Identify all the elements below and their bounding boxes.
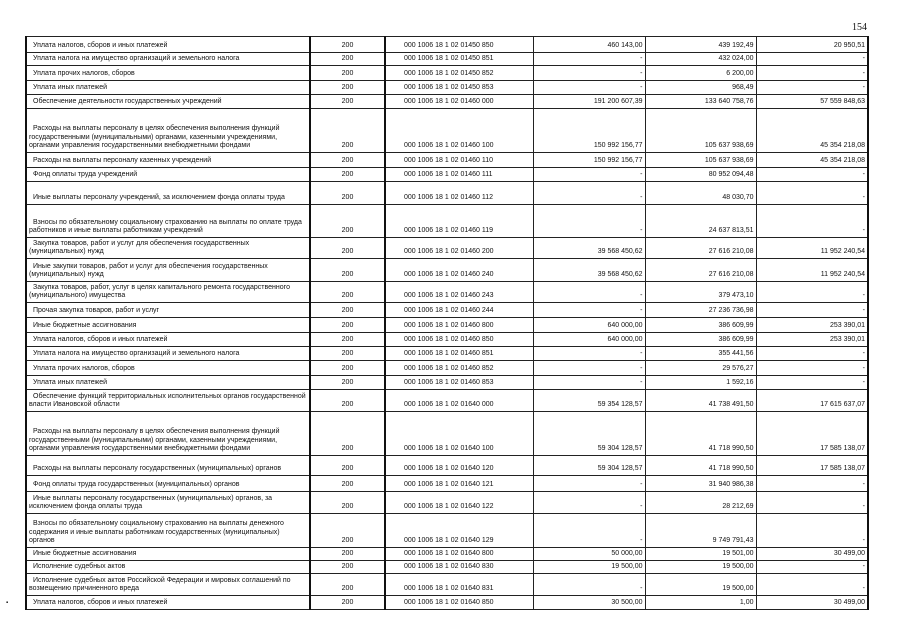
approved-amount: - [533,282,645,303]
table-row [26,303,868,318]
line-code: 200 [310,303,385,318]
row-description: Расходы на выплаты персоналу в целях обеспечения выполнения функций государственными (муниципальными) органами, казенными учреждениями, органами управления государственными внебюджетными фондами [26,109,310,153]
table-row [26,514,868,548]
line-code: 200 [310,333,385,347]
approved-amount: - [533,361,645,376]
row-description: Расходы на выплаты персоналу государственных (муниципальных) органов [26,456,310,476]
unexecuted-amount: - [756,53,868,66]
approved-amount: 59 354 128,57 [533,390,645,412]
table-row [26,153,868,168]
budget-classification-code: 000 1006 18 1 02 01460 852 [385,361,533,376]
approved-amount: - [533,514,645,548]
unexecuted-amount: - [756,303,868,318]
row-description: Взносы по обязательному социальному страхованию на выплаты по оплате труда работников и иные выплаты работникам учреждений [26,205,310,238]
executed-amount: 19 500,00 [645,574,756,596]
table-row [26,238,868,259]
approved-amount: 150 992 156,77 [533,153,645,168]
budget-classification-code: 000 1006 18 1 02 01460 200 [385,238,533,259]
executed-amount: 41 738 491,50 [645,390,756,412]
unexecuted-amount: 11 952 240,54 [756,238,868,259]
table-row [26,574,868,596]
line-code: 200 [310,492,385,514]
approved-amount: 19 500,00 [533,561,645,574]
executed-amount: 19 501,00 [645,548,756,561]
budget-classification-code: 000 1006 18 1 02 01460 851 [385,347,533,361]
executed-amount: 6 200,00 [645,66,756,81]
budget-classification-code: 000 1006 18 1 02 01460 110 [385,153,533,168]
row-description: Исполнение судебных актов [26,561,310,574]
row-description: Уплата прочих налогов, сборов [26,361,310,376]
row-description: Уплата налога на имущество организаций и земельного налога [26,347,310,361]
executed-amount: 968,49 [645,81,756,95]
executed-amount: 24 637 813,51 [645,205,756,238]
page-number: 154 [852,22,867,33]
table-row [26,37,868,53]
budget-classification-code: 000 1006 18 1 02 01640 000 [385,390,533,412]
table-row [26,53,868,66]
row-description: Закупка товаров, работ, услуг в целях капитального ремонта государственного (муниципального) имущества [26,282,310,303]
unexecuted-amount: - [756,182,868,205]
unexecuted-amount: - [756,347,868,361]
executed-amount: 439 192,49 [645,37,756,53]
row-description: Уплата иных платежей [26,376,310,390]
approved-amount: - [533,347,645,361]
row-description: Иные выплаты персоналу учреждений, за исключением фонда оплаты труда [26,182,310,205]
executed-amount: 31 940 986,38 [645,476,756,492]
line-code: 200 [310,514,385,548]
executed-amount: 386 609,99 [645,333,756,347]
table-row [26,81,868,95]
unexecuted-amount: - [756,282,868,303]
approved-amount: - [533,476,645,492]
row-description: Иные бюджетные ассигнования [26,548,310,561]
budget-classification-code: 000 1006 18 1 02 01460 112 [385,182,533,205]
row-description: Расходы на выплаты персоналу казенных учреждений [26,153,310,168]
approved-amount: 39 568 450,62 [533,238,645,259]
executed-amount: 48 030,70 [645,182,756,205]
budget-classification-code: 000 1006 18 1 02 01460 000 [385,95,533,109]
row-description: Взносы по обязательному социальному страхованию на выплаты денежного содержания и иные выплаты работникам государственных (муниципальных) органов [26,514,310,548]
unexecuted-amount: - [756,574,868,596]
unexecuted-amount: 30 499,00 [756,548,868,561]
table-row [26,561,868,574]
unexecuted-amount: - [756,476,868,492]
unexecuted-amount: 17 615 637,07 [756,390,868,412]
row-description: Уплата налогов, сборов и иных платежей [26,333,310,347]
row-description: Уплата налога на имущество организаций и земельного налога [26,53,310,66]
line-code: 200 [310,168,385,182]
table-row [26,456,868,476]
unexecuted-amount: 11 952 240,54 [756,259,868,282]
table-body [26,37,868,610]
budget-classification-code: 000 1006 18 1 02 01460 119 [385,205,533,238]
table-row [26,182,868,205]
approved-amount: - [533,492,645,514]
executed-amount: 80 952 094,48 [645,168,756,182]
executed-amount: 432 024,00 [645,53,756,66]
unexecuted-amount: 45 354 218,08 [756,109,868,153]
budget-classification-code: 000 1006 18 1 02 01460 853 [385,376,533,390]
line-code: 200 [310,412,385,456]
table-row [26,109,868,153]
table-row [26,476,868,492]
approved-amount: 640 000,00 [533,318,645,333]
unexecuted-amount: - [756,168,868,182]
line-code: 200 [310,205,385,238]
budget-classification-code: 000 1006 18 1 02 01460 850 [385,333,533,347]
line-code: 200 [310,259,385,282]
executed-amount: 27 616 210,08 [645,238,756,259]
unexecuted-amount: - [756,205,868,238]
line-code: 200 [310,476,385,492]
budget-classification-code: 000 1006 18 1 02 01460 240 [385,259,533,282]
table-row [26,95,868,109]
row-description: Обеспечение деятельности государственных учреждений [26,95,310,109]
unexecuted-amount: - [756,514,868,548]
executed-amount: 28 212,69 [645,492,756,514]
approved-amount: - [533,182,645,205]
approved-amount: - [533,303,645,318]
approved-amount: - [533,168,645,182]
row-description: Уплата прочих налогов, сборов [26,66,310,81]
executed-amount: 1 592,16 [645,376,756,390]
approved-amount: 191 200 607,39 [533,95,645,109]
row-description: Иные бюджетные ассигнования [26,318,310,333]
line-code: 200 [310,238,385,259]
table-row [26,333,868,347]
line-code: 200 [310,376,385,390]
row-description: Закупка товаров, работ и услуг для обеспечения государственных (муниципальных) нужд [26,238,310,259]
approved-amount: - [533,53,645,66]
executed-amount: 379 473,10 [645,282,756,303]
budget-classification-code: 000 1006 18 1 02 01640 831 [385,574,533,596]
budget-classification-code: 000 1006 18 1 02 01640 121 [385,476,533,492]
approved-amount: 30 500,00 [533,596,645,610]
budget-classification-code: 000 1006 18 1 02 01640 129 [385,514,533,548]
table-row [26,259,868,282]
approved-amount: 50 000,00 [533,548,645,561]
line-code: 200 [310,37,385,53]
budget-execution-table [25,36,869,610]
row-description: Уплата налогов, сборов и иных платежей [26,37,310,53]
unexecuted-amount: - [756,66,868,81]
line-code: 200 [310,318,385,333]
approved-amount: 39 568 450,62 [533,259,645,282]
line-code: 200 [310,182,385,205]
row-description: Исполнение судебных актов Российской Федерации и мировых соглашений по возмещению причиненного вреда [26,574,310,596]
executed-amount: 27 236 736,98 [645,303,756,318]
line-code: 200 [310,66,385,81]
table-row [26,361,868,376]
unexecuted-amount: - [756,376,868,390]
line-code: 200 [310,109,385,153]
approved-amount: 59 304 128,57 [533,412,645,456]
row-description: Прочая закупка товаров, работ и услуг [26,303,310,318]
budget-classification-code: 000 1006 18 1 02 01460 244 [385,303,533,318]
approved-amount: 460 143,00 [533,37,645,53]
line-code: 200 [310,81,385,95]
line-code: 200 [310,282,385,303]
executed-amount: 355 441,56 [645,347,756,361]
row-description: Фонд оплаты труда государственных (муниципальных) органов [26,476,310,492]
line-code: 200 [310,596,385,610]
unexecuted-amount: 30 499,00 [756,596,868,610]
row-description: Расходы на выплаты персоналу в целях обеспечения выполнения функций государственными (муниципальными) органами, казенными учреждениями, органами управления государственными внебюджетными фондами [26,412,310,456]
budget-classification-code: 000 1006 18 1 02 01450 850 [385,37,533,53]
line-code: 200 [310,347,385,361]
executed-amount: 27 616 210,08 [645,259,756,282]
table-row [26,390,868,412]
unexecuted-amount: 45 354 218,08 [756,153,868,168]
line-code: 200 [310,361,385,376]
executed-amount: 133 640 758,76 [645,95,756,109]
budget-classification-code: 000 1006 18 1 02 01640 800 [385,548,533,561]
table-row [26,492,868,514]
executed-amount: 19 500,00 [645,561,756,574]
executed-amount: 105 637 938,69 [645,153,756,168]
line-code: 200 [310,390,385,412]
line-code: 200 [310,53,385,66]
line-code: 200 [310,456,385,476]
budget-classification-code: 000 1006 18 1 02 01640 122 [385,492,533,514]
unexecuted-amount: 253 390,01 [756,318,868,333]
table-row [26,168,868,182]
budget-classification-code: 000 1006 18 1 02 01640 100 [385,412,533,456]
approved-amount: - [533,81,645,95]
table-row [26,548,868,561]
table-row [26,66,868,81]
table-row [26,376,868,390]
budget-classification-code: 000 1006 18 1 02 01640 120 [385,456,533,476]
budget-classification-code: 000 1006 18 1 02 01460 243 [385,282,533,303]
unexecuted-amount: - [756,561,868,574]
line-code: 200 [310,95,385,109]
table-row [26,347,868,361]
line-code: 200 [310,153,385,168]
row-description: Уплата иных платежей [26,81,310,95]
approved-amount: - [533,66,645,81]
row-description: Иные выплаты персоналу государственных (муниципальных) органов, за исключением фонда оплаты труда [26,492,310,514]
budget-classification-code: 000 1006 18 1 02 01640 850 [385,596,533,610]
executed-amount: 105 637 938,69 [645,109,756,153]
budget-classification-code: 000 1006 18 1 02 01460 100 [385,109,533,153]
approved-amount: 150 992 156,77 [533,109,645,153]
unexecuted-amount: - [756,361,868,376]
budget-classification-code: 000 1006 18 1 02 01450 851 [385,53,533,66]
approved-amount: - [533,376,645,390]
budget-classification-code: 000 1006 18 1 02 01460 111 [385,168,533,182]
approved-amount: - [533,205,645,238]
approved-amount: - [533,574,645,596]
executed-amount: 29 576,27 [645,361,756,376]
budget-classification-code: 000 1006 18 1 02 01460 800 [385,318,533,333]
budget-classification-code: 000 1006 18 1 02 01640 830 [385,561,533,574]
table-row [26,318,868,333]
executed-amount: 1,00 [645,596,756,610]
approved-amount: 640 000,00 [533,333,645,347]
table-row [26,412,868,456]
unexecuted-amount: - [756,81,868,95]
executed-amount: 9 749 791,43 [645,514,756,548]
row-description: Иные закупки товаров, работ и услуг для обеспечения государственных (муниципальных) нужд [26,259,310,282]
row-description: Обеспечение функций территориальных исполнительных органов государственной власти Ивановской области [26,390,310,412]
budget-classification-code: 000 1006 18 1 02 01450 852 [385,66,533,81]
row-description: Фонд оплаты труда учреждений [26,168,310,182]
table-row [26,282,868,303]
unexecuted-amount: 17 585 138,07 [756,456,868,476]
line-code: 200 [310,574,385,596]
executed-amount: 41 718 990,50 [645,412,756,456]
unexecuted-amount: 20 950,51 [756,37,868,53]
scan-mark: ▪ [6,600,9,606]
unexecuted-amount: 253 390,01 [756,333,868,347]
line-code: 200 [310,548,385,561]
unexecuted-amount: - [756,492,868,514]
unexecuted-amount: 17 585 138,07 [756,412,868,456]
table-row [26,205,868,238]
row-description: Уплата налогов, сборов и иных платежей [26,596,310,610]
table-row [26,596,868,610]
executed-amount: 386 609,99 [645,318,756,333]
line-code: 200 [310,561,385,574]
executed-amount: 41 718 990,50 [645,456,756,476]
unexecuted-amount: 57 559 848,63 [756,95,868,109]
approved-amount: 59 304 128,57 [533,456,645,476]
budget-classification-code: 000 1006 18 1 02 01450 853 [385,81,533,95]
